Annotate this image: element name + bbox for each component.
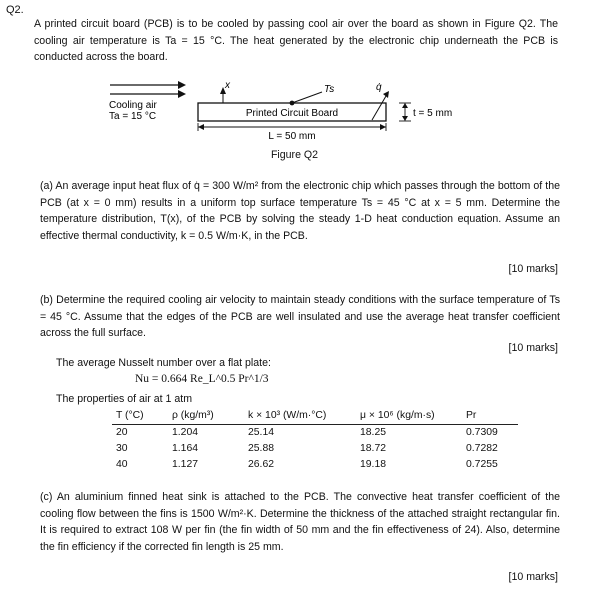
nusselt-heading: The average Nusselt number over a flat plate: bbox=[56, 357, 271, 369]
table-row bbox=[112, 425, 518, 442]
figure-caption: Figure Q2 bbox=[270, 149, 319, 161]
question-number: Q2. bbox=[6, 4, 24, 16]
part-c-marks: [10 marks] bbox=[508, 571, 558, 583]
board-label: Printed Circuit Board bbox=[245, 108, 339, 119]
ta-label: Ta = 15 °C bbox=[109, 111, 157, 122]
intro-paragraph: A printed circuit board (PCB) is to be cooled by passing cool air over the board as shown in Figure Q2. The cooling air temperature is Ta = 15 °C. The heat generated by the electronic chip underneath the PCB is conducted across the board. bbox=[34, 18, 558, 63]
part-b-marks: [10 marks] bbox=[508, 342, 558, 354]
table-cell: 1.164 bbox=[172, 443, 199, 454]
table-cell: 40 bbox=[116, 459, 128, 470]
table-cell: 20 bbox=[116, 427, 128, 438]
table-cell: 25.14 bbox=[248, 427, 275, 438]
table-cell: 1.204 bbox=[172, 427, 199, 438]
table-cell: 18.25 bbox=[360, 427, 387, 438]
table-cell: 1.127 bbox=[172, 459, 199, 470]
part-c-text: (c) An aluminium finned heat sink is attached to the PCB. The convective heat transfer coefficient of the cooling flow between the fins is 1500 W/m²·K. Determine the thickness of the attached straight rectangular fin. It is required to extract 108 W per fin (the fin width of 50 mm and the fin effectiveness of 24). Also, determine the fin efficiency if the corrected fin length is 25 mm. bbox=[40, 491, 560, 553]
length-dimension-icon bbox=[198, 123, 386, 131]
table-cell: 25.88 bbox=[248, 443, 275, 454]
thickness-label: t = 5 mm bbox=[413, 108, 453, 119]
part-a-marks: [10 marks] bbox=[508, 263, 558, 275]
table-row bbox=[112, 441, 518, 457]
table-header: Pr bbox=[466, 410, 477, 421]
table-header: T (°C) bbox=[116, 410, 144, 421]
table-header: μ × 10⁶ (kg/m·s) bbox=[360, 410, 435, 421]
cooling-air-label: Cooling air bbox=[109, 100, 157, 111]
table-row bbox=[112, 457, 518, 473]
ts-leader-line bbox=[292, 92, 322, 103]
table-cell: 30 bbox=[116, 443, 128, 454]
table-header: k × 10³ (W/m·°C) bbox=[248, 410, 327, 421]
table-cell: 19.18 bbox=[360, 459, 387, 470]
nusselt-formula: Nu = 0.664 Re_L^0.5 Pr^1/3 bbox=[135, 373, 269, 385]
ts-label: Ts bbox=[324, 84, 335, 95]
airflow-arrows-icon bbox=[110, 81, 186, 98]
part-a-text: (a) An average input heat flux of q̇ = 300 W/m² from the electronic chip which passes through the bottom of the PCB (at x = 0 mm) results in a uniform top surface temperature Ts = 45 °C at x = 5 mm. Determine the temperature distribution, T(x), of the PCB by solving the steady 1-D heat conduction equation. Assume an effective thermal conductivity, k = 0.5 W/m·K, in the PCB. bbox=[40, 180, 560, 242]
air-properties-table bbox=[112, 410, 518, 473]
table-cell: 0.7255 bbox=[466, 459, 498, 470]
x-label: x bbox=[225, 80, 230, 91]
thickness-dimension-icon bbox=[399, 103, 411, 121]
table-cell: 0.7282 bbox=[466, 443, 498, 454]
part-b-text: (b) Determine the required cooling air velocity to maintain steady conditions with the surface temperature of Ts = 45 °C. Assume that the edges of the PCB are well insulated and use the average heat transfer coefficient across the full surface. bbox=[40, 294, 560, 339]
qdot-label: q̇ bbox=[376, 82, 382, 93]
length-label: L = 50 mm bbox=[268, 131, 316, 142]
table-cell: 0.7309 bbox=[466, 427, 498, 438]
table-header: ρ (kg/m³) bbox=[172, 410, 214, 421]
properties-heading: The properties of air at 1 atm bbox=[56, 393, 193, 405]
table-header-row bbox=[112, 410, 518, 425]
table-cell: 18.72 bbox=[360, 443, 387, 454]
table-cell: 26.62 bbox=[248, 459, 275, 470]
ts-point bbox=[290, 101, 295, 106]
